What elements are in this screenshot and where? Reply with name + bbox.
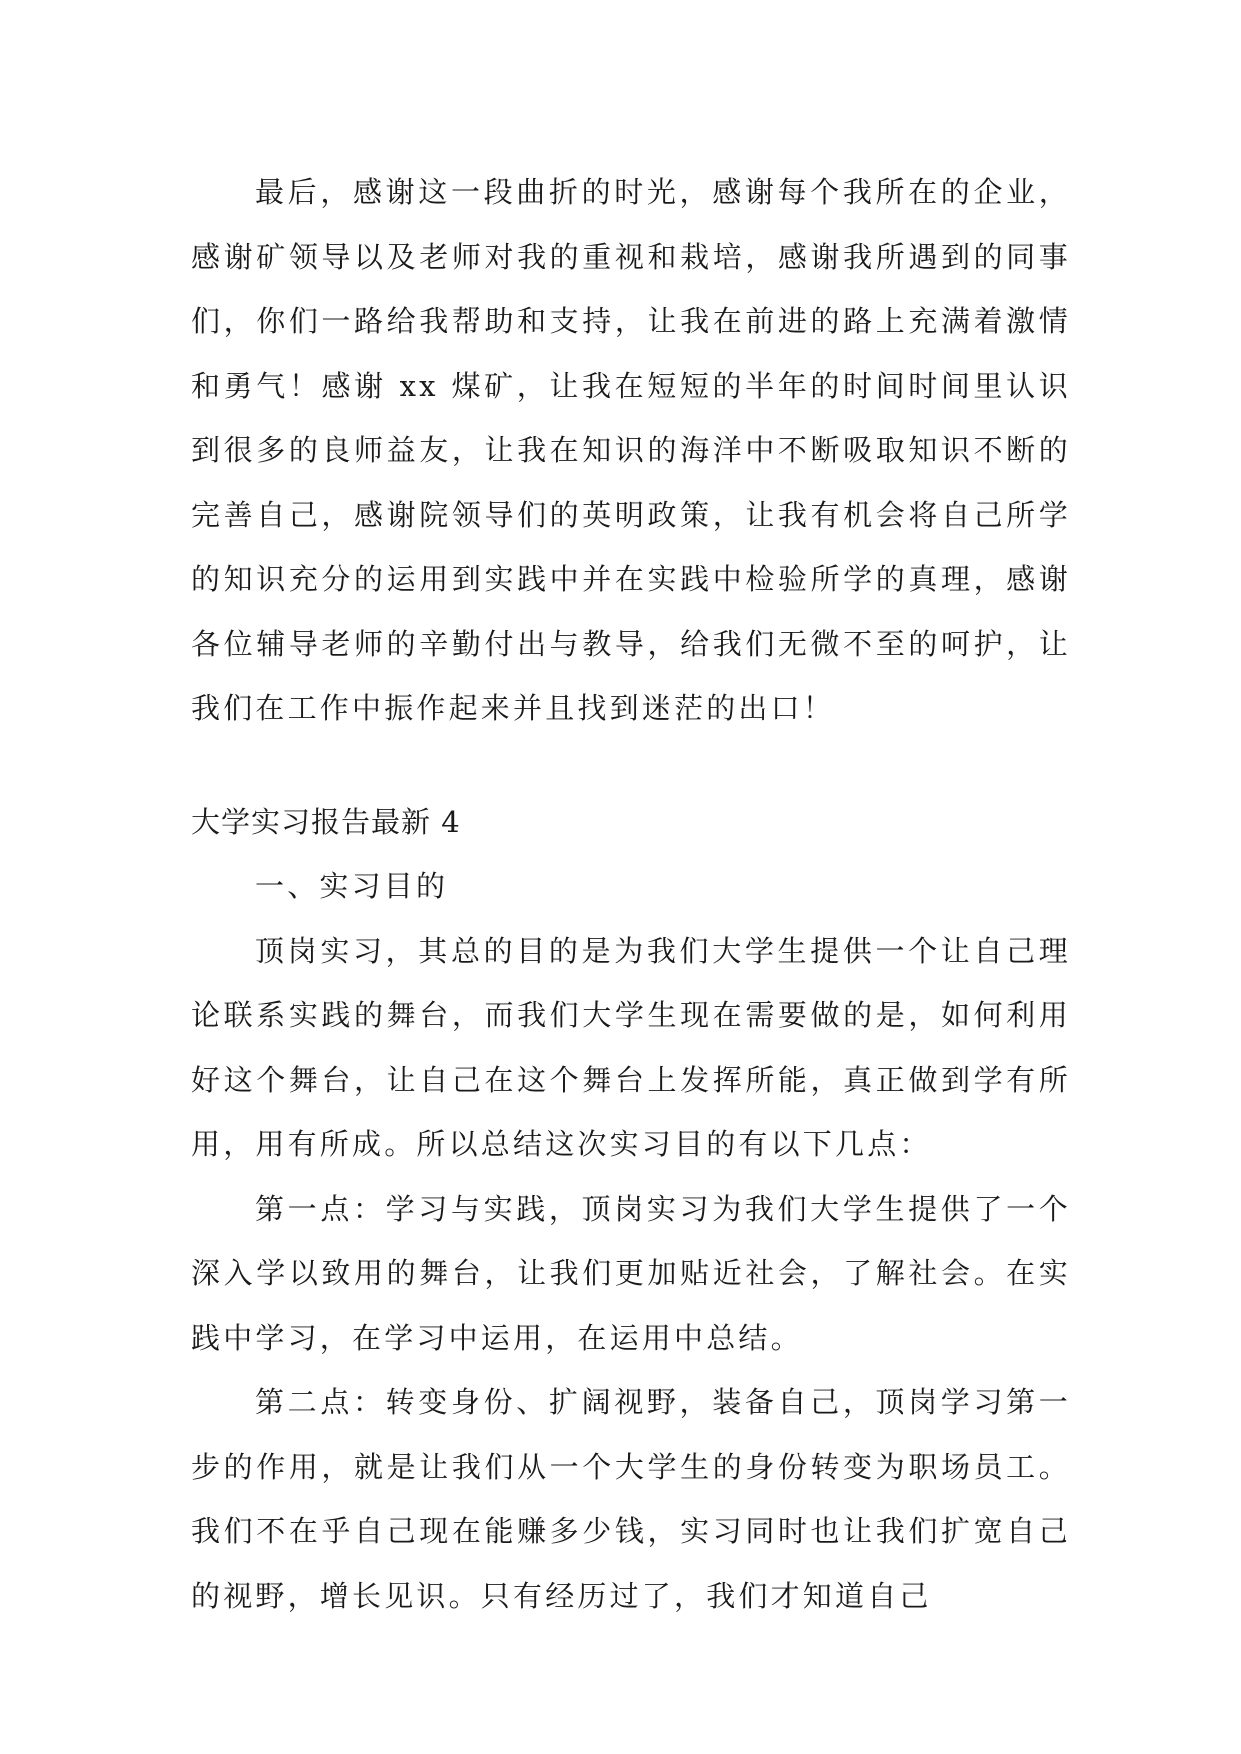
closing-paragraph: 最后，感谢这一段曲折的时光，感谢每个我所在的企业，感谢矿领导以及老师对我的重视和栽培，感谢我所遇到的同事们，你们一路给我帮助和支持，让我在前进的路上充满着激情和勇气！感谢 xx 煤矿，让我在短短的半年的时间时间里认识到很多的良师益友，让我在知识的海洋中不断吸取知识不断的完善自己，感谢院领导们的英明政策，让我有机会将自己所学的知识充分的运用到实践中并在实践中检验所学的真理，感谢各位辅导老师的辛勤付出与教导，给我们无微不至的呵护，让我们在工作中振作起来并且找到迷茫的出口！ (191, 175, 1071, 725)
paragraph-point-two: 第二点：转变身份、扩阔视野，装备自己，顶岗学习第一步的作用，就是让我们从一个大学生的身份转变为职场员工。我们不在乎自己现在能赚多少钱，实习同时也让我们扩宽自己的视野，增长见识。只有经历过了，我们才知道自己 (191, 1385, 1071, 1613)
paragraph-point-one: 第一点：学习与实践，顶岗实习为我们大学生提供了一个深入学以致用的舞台，让我们更加贴近社会，了解社会。在实践中学习，在学习中运用，在运用中总结。 (191, 1191, 1071, 1355)
paragraph-purpose-intro: 顶岗实习，其总的目的是为我们大学生提供一个让自己理论联系实践的舞台，而我们大学生现在需要做的是，如何利用好这个舞台，让自己在这个舞台上发挥所能，真正做到学有所用，用有所成。所以总结这次实习目的有以下几点： (191, 933, 1071, 1161)
subheading-internship-purpose: 一、实习目的 (255, 869, 449, 903)
section-title: 大学实习报告最新 4 (191, 804, 461, 839)
document-page (191, 160, 1071, 1628)
